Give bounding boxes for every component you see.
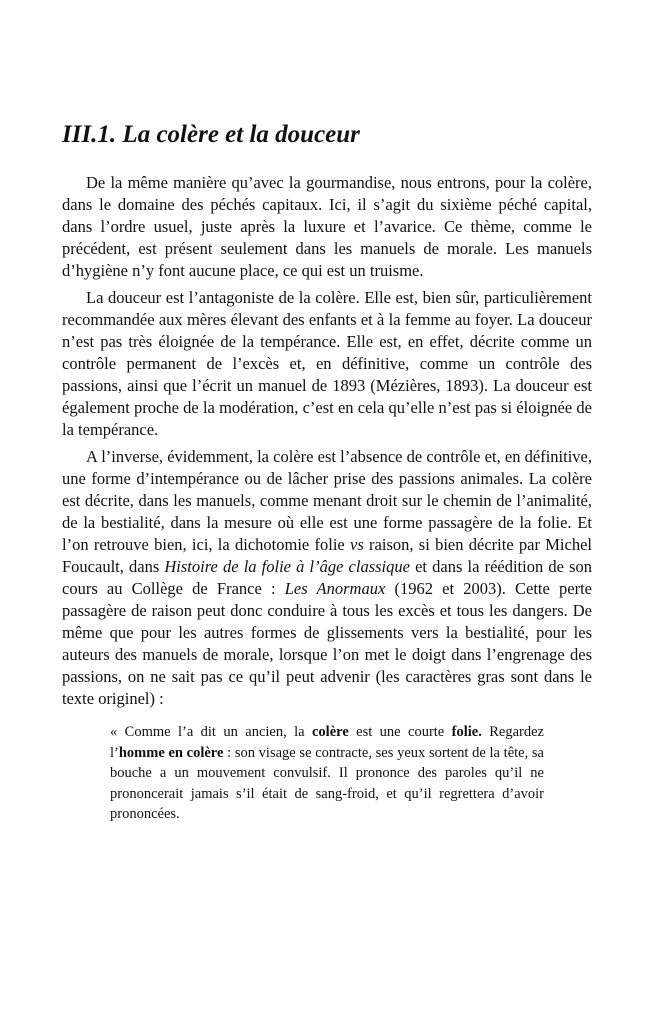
text-run: La douceur est l’antagoniste de la colère. Elle est, bien sûr, particulièrement recommandée aux mères élevant des enfants et à la femme au foyer. La douceur n’est pas très éloignée de la tempérance. Elle est, en effet, décrite comme un contrôle permanent de l’excès et, en définitive, comme un contrôle des passions, ainsi que l’écrit un manuel de 1893 (Mézières, 1893). La douceur est également proche de la modération, c’est en cela qu’elle n’est pas si éloignée de la tempérance. (62, 288, 592, 439)
text-run: (1962 et 2003). Cette perte passagère de raison peut donc conduire à tous les excès et tous les dangers. De même que pour les autres formes de glissements vers la bestialité, pour les auteurs des manuels de morale, lorsque l’on met le doigt dans l’engrenage des passions, on ne sait pas ce qu’il peut advenir (les caractères gras sont dans le texte originel) : (62, 579, 592, 708)
document-page (62, 120, 592, 825)
text-run: raison, si bien décrite par Michel Foucault, dans (62, 535, 592, 576)
text-run: : son visage se contracte, ses yeux sortent de la tête, sa bouche a un mouvement convulsif. Il prononce des paroles qu’il ne prononcerait jamais s’il était de sang-froid, et qu’il regrettera d’avoir prononcées. (110, 744, 544, 822)
bold-text: homme en colère (118, 744, 224, 761)
block-quote (110, 722, 544, 825)
bold-text: colère (312, 724, 349, 740)
italic-text: vs (350, 535, 364, 554)
paragraph (62, 446, 592, 710)
italic-text: Les Anormaux (284, 579, 386, 598)
text-run: De la même manière qu’avec la gourmandise, nous entrons, pour la colère, dans le domaine des péchés capitaux. Ici, il s’agit du sixième péché capital, dans l’ordre usuel, juste après la luxure et l’avarice. Ce thème, comme le précédent, est présent seulement dans les manuels de morale. Les manuels d’hygiène n’y font aucune place, ce qui est un truisme. (62, 173, 592, 280)
bold-text: folie. (451, 724, 482, 740)
text-run: Regardez l’ (110, 724, 544, 761)
text-run: et dans la réédition de son cours au Collège de France : (62, 557, 592, 598)
paragraph (62, 287, 592, 441)
section-title: III.1. La colère et la douceur (62, 121, 360, 148)
body-text (62, 172, 592, 710)
text-run: est une courte (348, 724, 452, 740)
italic-text: Histoire de la folie à l’âge classique (164, 557, 410, 576)
paragraph (62, 172, 592, 282)
text-run: « Comme l’a dit un ancien, la (110, 724, 312, 740)
text-run: A l’inverse, évidemment, la colère est l’absence de contrôle et, en définitive, une forme d’intempérance ou de lâcher prise des passions animales. La colère est décrite, dans les manuels, comme menant droit sur le chemin de l’animalité, de la bestialité, dans la mesure où elle est une forme passagère de la folie. Et l’on retrouve bien, ici, la dichotomie folie (62, 447, 592, 554)
